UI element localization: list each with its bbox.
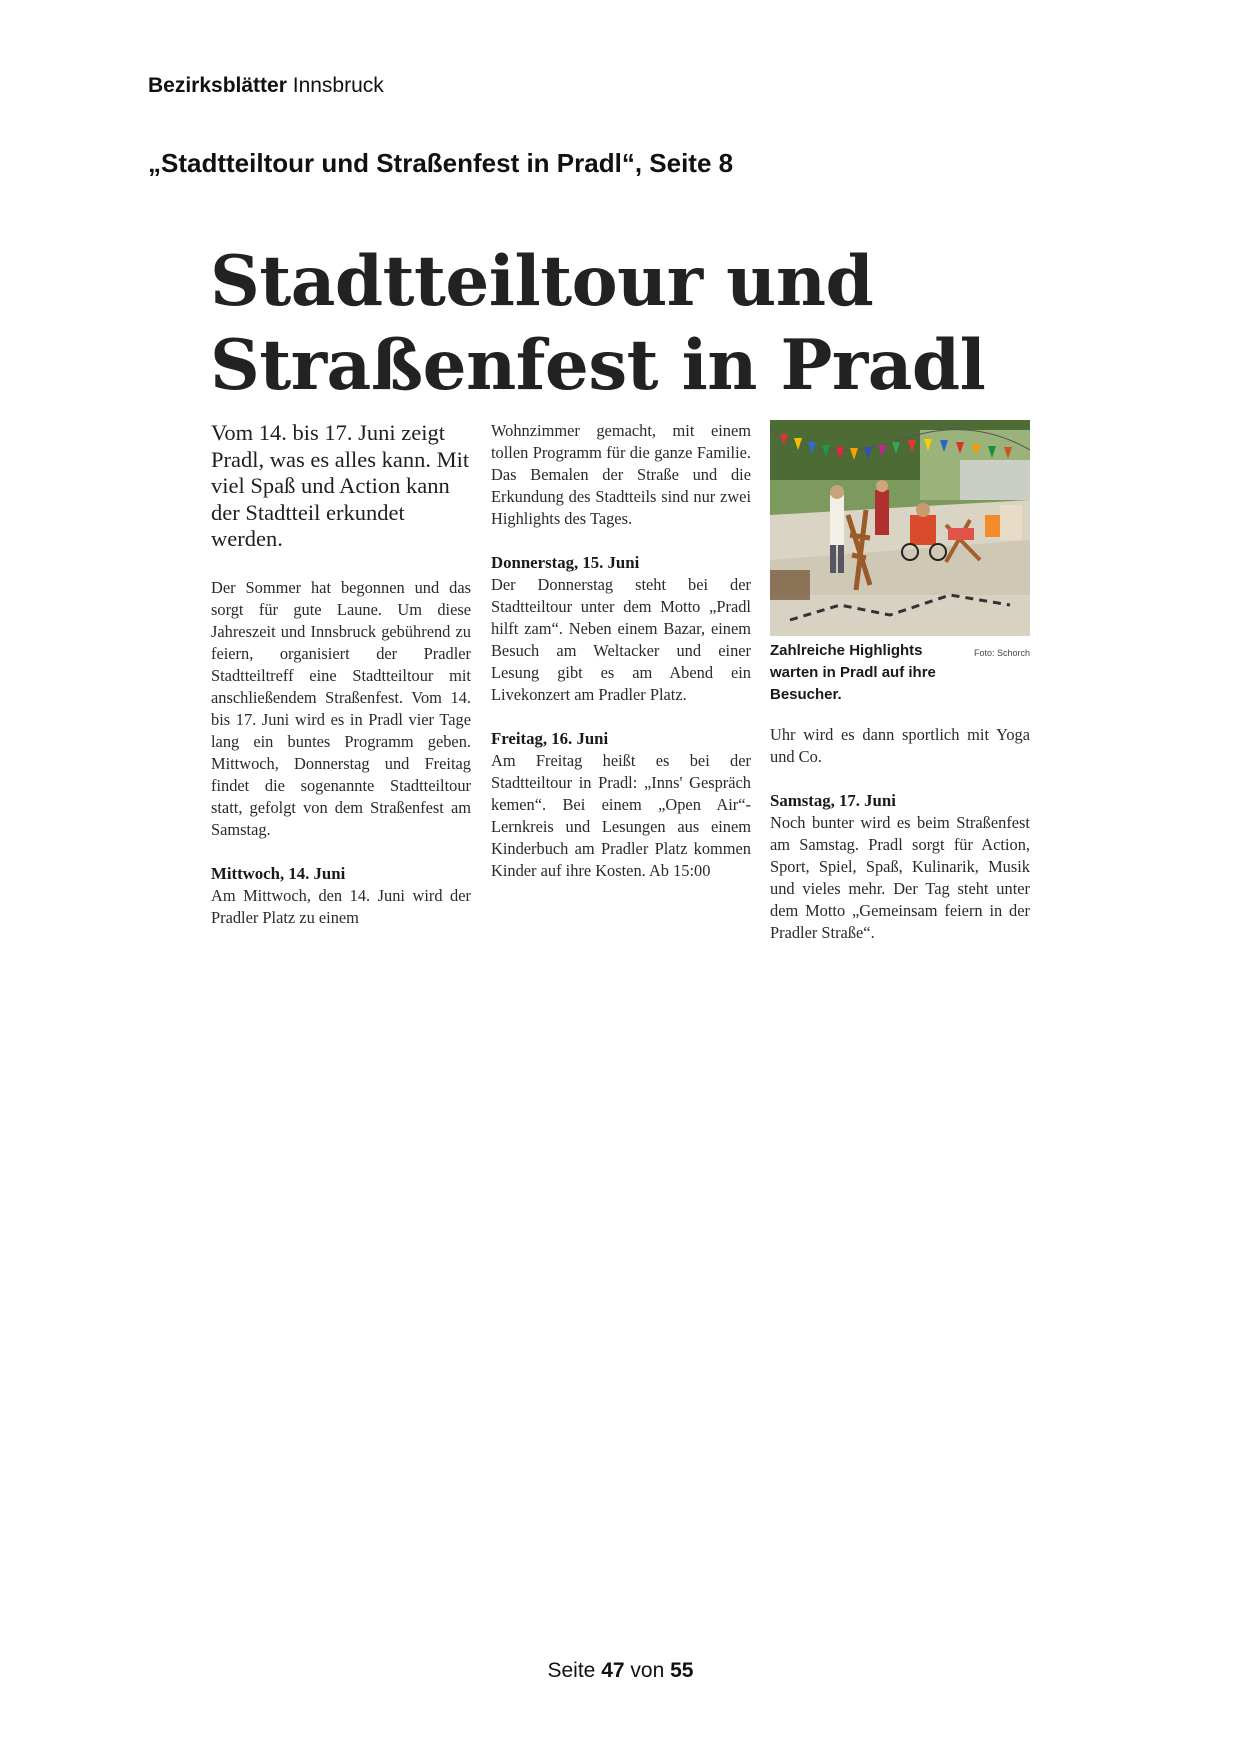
headline-line-2: Straßenfest in Pradl bbox=[210, 325, 986, 406]
section-heading-donnerstag: Donnerstag, 15. Juni bbox=[491, 553, 640, 572]
current-page: 47 bbox=[601, 1659, 625, 1682]
street-festival-photo bbox=[770, 420, 1030, 636]
section-text-donnerstag: Der Donnerstag steht bei der Stadtteiltour unter dem Motto „Pradl hilft zam“. Neben einem Bazar, einem Besuch am Weltacker und einer Lesung gibt es am Abend ein Livekonzert am Pradler Platz. bbox=[491, 575, 751, 704]
page-prefix: Seite bbox=[547, 1659, 596, 1682]
source-region: Innsbruck bbox=[292, 74, 384, 97]
newspaper-source bbox=[148, 74, 384, 98]
page-of: von bbox=[630, 1659, 665, 1682]
total-pages: 55 bbox=[670, 1659, 694, 1682]
section-text-mittwoch-part2: Wohnzimmer gemacht, mit einem tollen Programm für die ganze Familie. Das Bemalen der Straße und die Erkundung des Stadtteils sind nur zwei Highlights des Tages. bbox=[491, 421, 751, 528]
clipping-title: „Stadtteiltour und Straßenfest in Pradl“, Seite 8 bbox=[148, 148, 734, 178]
article-column-3 bbox=[770, 420, 1030, 944]
article-intro: Der Sommer hat begonnen und das sorgt für gute Laune. Um diese Jahreszeit und Innsbruck gebührend zu feiern, organisiert der Pradler Stadtteiltreff eine Stadtteiltour mit anschließendem Straßenfest. Vom 14. bis 17. Juni wird es in Pradl vier Tage lang ein buntes Programm geben. Mittwoch, Donnerstag und Freitag findet die sogenannte Stadtteiltour statt, gefolgt von dem Straßenfest am Samstag. bbox=[211, 577, 471, 839]
section-text-freitag-part2: Uhr wird es dann sportlich mit Yoga und Co. bbox=[770, 725, 1030, 766]
section-text-samstag: Noch bunter wird es beim Straßenfest am Samstag. Pradl sorgt für Action, Sport, Spiel, Spaß, Kulinarik, Musik und vieles mehr. Der Tag steht unter dem Motto „Gemeinsam feiern in der Pradler Straße“. bbox=[770, 813, 1030, 942]
photo-caption-text: Zahlreiche Highlights warten in Pradl auf ihre Besucher. bbox=[770, 642, 936, 703]
section-heading-freitag: Freitag, 16. Juni bbox=[491, 729, 609, 748]
article-photo bbox=[770, 420, 1030, 636]
article-column-1 bbox=[211, 420, 471, 929]
photo-credit: Foto: Schorch bbox=[973, 648, 1030, 658]
section-heading-samstag: Samstag, 17. Juni bbox=[770, 791, 896, 810]
source-name: Bezirksblätter bbox=[148, 74, 287, 97]
section-heading-mittwoch: Mittwoch, 14. Juni bbox=[211, 863, 346, 883]
section-text-mittwoch-part1: Am Mittwoch, den 14. Juni wird der Pradler Platz zu einem bbox=[211, 885, 471, 927]
page-number bbox=[0, 1659, 1241, 1683]
article-column-2 bbox=[491, 420, 751, 882]
headline-line-1: Stadtteiltour und bbox=[210, 241, 874, 322]
article-lead: Vom 14. bis 17. Juni zeigt Pradl, was es alles kann. Mit viel Spaß und Action kann der Stadtteil erkundet werden. bbox=[211, 420, 470, 551]
section-text-freitag-part1: Am Freitag heißt es bei der Stadtteiltour in Pradl: „Inns' Gespräch kemen“. Bei einem „Open Air“-Lernkreis und Lesungen aus einem Kinderbuch am Pradler Platz kommen Kinder auf ihre Kosten. Ab 15:00 bbox=[491, 751, 751, 880]
article-headline bbox=[210, 240, 1030, 408]
photo-caption bbox=[770, 640, 1030, 706]
